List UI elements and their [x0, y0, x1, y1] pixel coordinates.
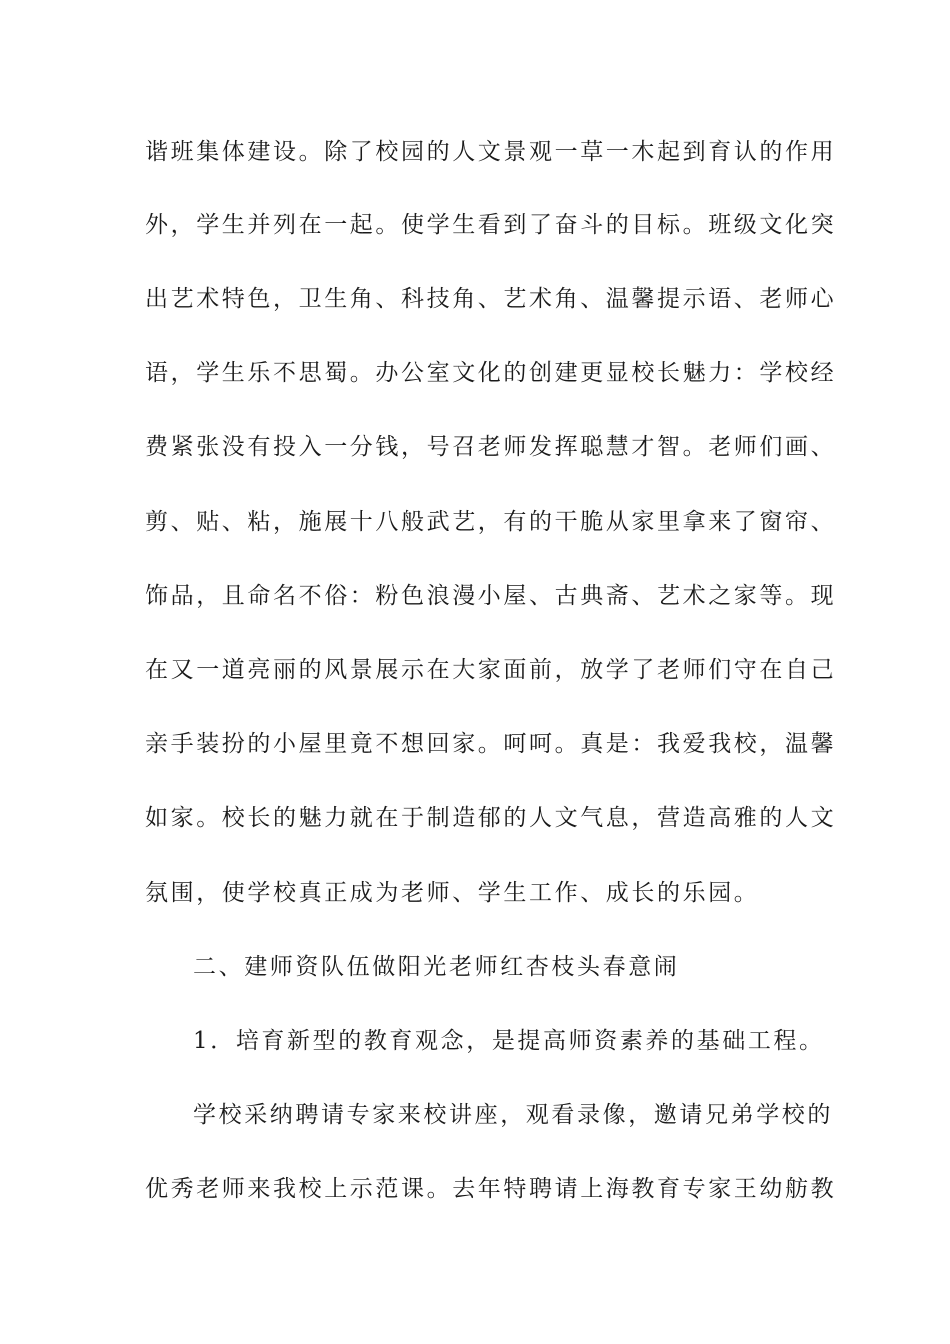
- body-text-line: 如家。校长的魅力就在于制造郁的人文气息，营造高雅的人文: [145, 805, 837, 831]
- section-heading: 二、建师资队伍做阳光老师红杏枝头春意闹: [193, 954, 680, 980]
- body-text-line: 在又一道亮丽的风景展示在大家面前，放学了老师们守在自己: [145, 657, 837, 683]
- subsection-heading: 1．培育新型的教育观念，是提高师资素养的基础工程。: [193, 1028, 825, 1054]
- body-text-line: 剪、贴、粘，施展十八般武艺，有的干脆从家里拿来了窗帘、: [145, 509, 837, 535]
- body-text-line: 费紧张没有投入一分钱，号召老师发挥聪慧才智。老师们画、: [145, 434, 837, 460]
- body-text-line: 出艺术特色，卫生角、科技角、艺术角、温馨提示语、老师心: [145, 286, 837, 312]
- body-text-line: 优秀老师来我校上示范课。去年特聘请上海教育专家王幼舫教: [145, 1176, 837, 1202]
- body-text-line: 学校采纳聘请专家来校讲座，观看录像，邀请兄弟学校的: [193, 1102, 833, 1128]
- body-text-line: 饰品，且命名不俗：粉色浪漫小屋、古典斋、艺术之家等。现: [145, 583, 837, 609]
- body-text-line: 外，学生并列在一起。使学生看到了奋斗的目标。班级文化突: [145, 212, 837, 238]
- body-text-line: 氛围，使学校真正成为老师、学生工作、成长的乐园。: [145, 880, 760, 906]
- body-text-line: 谐班集体建设。除了校园的人文景观一草一木起到育认的作用: [145, 139, 837, 165]
- body-text-line: 亲手装扮的小屋里竟不想回家。呵呵。真是：我爱我校，温馨: [145, 731, 837, 757]
- body-text-line: 语，学生乐不思蜀。办公室文化的创建更显校长魅力：学校经: [145, 360, 837, 386]
